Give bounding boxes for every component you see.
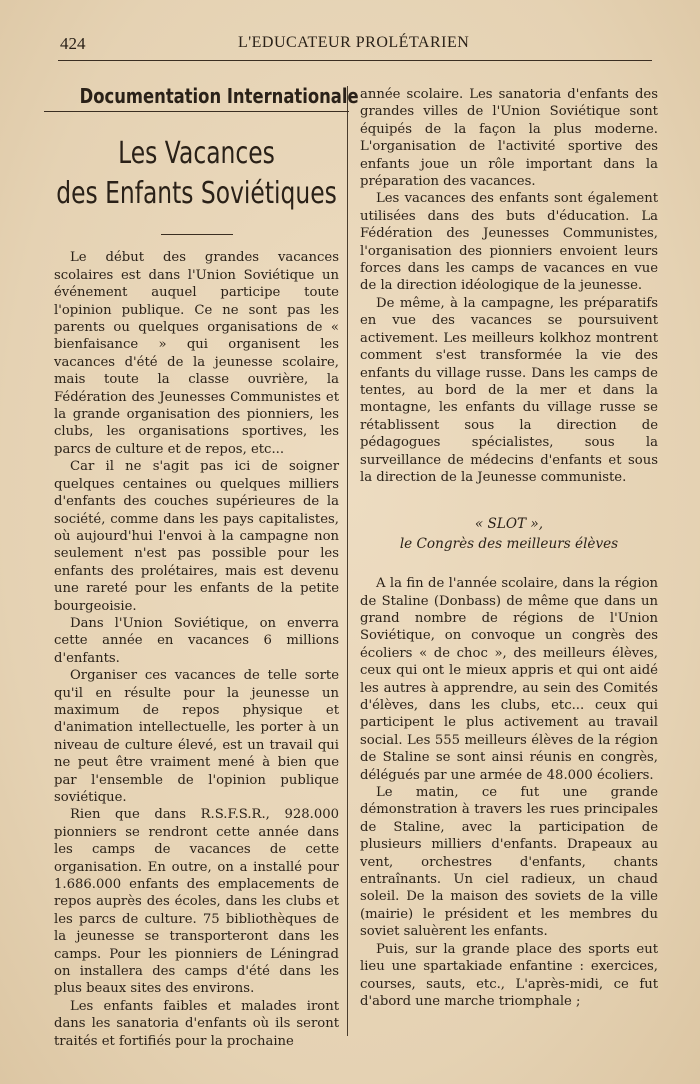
header-rule <box>58 60 652 61</box>
running-header <box>58 34 648 58</box>
paragraph: Les vacances des enfants sont également utilisées dans des buts d'éducation. La Fédération des Jeunesses Communistes, l'organisation des pionniers envoient leurs forces dans les camps de vacances en vue de la direction idéologique de la jeunesse. <box>360 191 658 294</box>
paragraph: Rien que dans R.S.F.S.R., 928.000 pionniers se rendront cette année dans les camps de vacances de cette organisation. En outre, on a installé pour 1.686.000 enfants des emplacements de repos auprès des écoles, dans les clubs et les parcs de culture. 75 bibliothèques de la jeunesse se transporteront dans les camps. Pour les pionniers de Léningrad on installera des camps d'été dans les plus beaux sites des environs. <box>54 807 339 997</box>
section-title: Documentation Internationale <box>79 84 359 108</box>
paragraph: Car il ne s'agit pas ici de soigner quelques centaines ou quelques milliers d'enfants des couches supérieures de la société, comme dans les pays capitalistes, où aujourd'hui l'envoi à la campagne non seulement n'est pas possible pour les enfants des prolétaires, mais est devenu une rareté pour les enfants de la petite bourgeoisie. <box>54 459 339 614</box>
article-title <box>54 134 339 214</box>
paragraph: De même, à la campagne, les préparatifs en vue des vacances se poursuivent activement. Les meilleurs kolkhoz montrent comment s'est transformée la vie des enfants du village russe. Dans les camps de tentes, au bord de la mer et dans la montagne, les enfants du village russe se rétablissent sous la direction de pédagogues spécialistes, sous la surveillance de médecins d'enfants et sous la direction de la Jeunesse communiste. <box>360 295 658 485</box>
paragraph: Les enfants faibles et malades iront dans les sanatoria d'enfants où ils seront traités et fortifiés pour la prochaine <box>54 998 339 1049</box>
paragraph: Le début des grandes vacances scolaires est dans l'Union Soviétique un événement auquel participe toute l'opinion publique. Ce ne sont pas les parents ou quelques organisations de « bienfaisance » qui organisent les vacances d'été de la jeunesse scolaire, mais toute la classe ouvrière, la Fédération des Jeunesses Communistes et la grande organisation des pionniers, les clubs, les organisations sportives, les parcs de culture et de repos, etc... <box>54 250 339 457</box>
paragraph: Organiser ces vacances de telle sorte qu'il en résulte pour la jeunesse un maximum de repos physique et d'animation intellectuelle, les porter à un niveau de culture élevé, est un travail qui ne peut être vraiment mené à bien que par l'ensemble de l'opinion publique soviétique. <box>54 668 339 805</box>
subsection-title: « SLOT », <box>474 516 544 533</box>
right-column <box>360 86 658 1010</box>
journal-title: L'EDUCATEUR PROLÉTARIEN <box>238 34 470 51</box>
section-rule <box>44 111 349 112</box>
paragraph: Le matin, ce fut une grande démonstration à travers les rues principales de Staline, avec la participation de plusieurs milliers d'enfants. Drapeaux au vent, orchestres d'enfants, chants entraînants. Un ciel radieux, un chaud soleil. De la maison des soviets de la ville (mairie) le président et les membres du soviet saluèrent les enfants. <box>360 785 658 940</box>
subsection-subtitle: le Congrès des meilleurs élèves <box>399 535 619 552</box>
left-column <box>54 84 359 1050</box>
paragraph-continued: année scolaire. Les sanatoria d'enfants des grandes villes de l'Union Soviétique sont équipés de la façon la plus moderne. L'organisation de l'activité sportive des enfants joue un rôle important dans la préparation des vacances. <box>360 87 658 190</box>
paragraph: Puis, sur la grande place des sports eut lieu une spartakiade enfantine : exercices, courses, sauts, etc., L'après-midi, ce fut d'abord une marche triomphale ; <box>360 941 658 1009</box>
title-separator <box>161 234 233 235</box>
column-divider <box>347 86 348 1036</box>
paragraph: A la fin de l'année scolaire, dans la région de Staline (Donbass) de même que dans un grand nombre de régions de l'Union Soviétique, on convoque un congrès des écoliers « de choc », des meilleurs élèves, ceux qui ont le mieux appris et qui ont aidé les autres à apprendre, au sein des Comités d'élèves, dans les clubs, etc... ceux qui participent le plus activement au travail social. Les 555 meilleurs élèves de la région de Staline se sont ainsi réunis en congrès, délégués par une armée de 48.000 écoliers. <box>360 576 658 783</box>
paragraph: Dans l'Union Soviétique, on enverra cette année en vacances 6 millions d'enfants. <box>54 615 339 666</box>
article-title-line-2: des Enfants Soviétiques <box>56 176 337 212</box>
article-title-line-1: Les Vacances <box>118 136 275 172</box>
page-number: 424 <box>60 34 86 53</box>
